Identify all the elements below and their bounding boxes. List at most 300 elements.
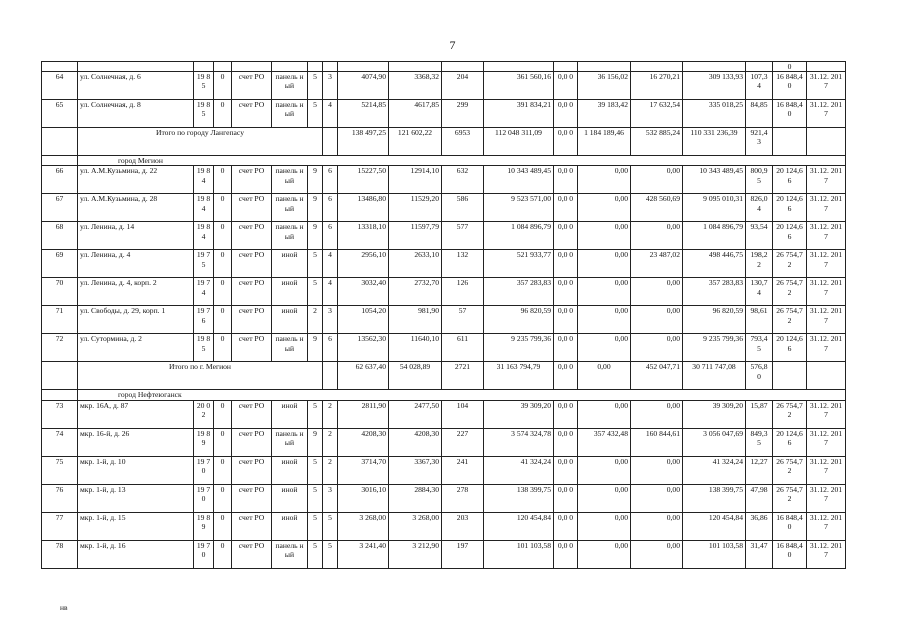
cost-federal: 0,0 0 (554, 166, 578, 194)
year-overhaul: 0 (214, 250, 232, 278)
cost-regional: 0,00 (578, 166, 631, 194)
residents: 611 (442, 334, 484, 362)
entrances: 4 (323, 100, 338, 128)
plan-date: 31.12. 2017 (807, 306, 846, 334)
address: ул. Ленина, д. 4, корп. 2 (78, 278, 194, 306)
wall-material: панель ный (272, 334, 308, 362)
cost-owners: 498 446,75 (683, 250, 746, 278)
entrances: 4 (323, 278, 338, 306)
table-row (42, 222, 846, 250)
row-number: 72 (42, 334, 78, 362)
residents: 204 (442, 72, 484, 100)
cost-total: 10 343 489,45 (484, 166, 554, 194)
row-number: 76 (42, 484, 78, 512)
build-year: 19 75 (194, 250, 214, 278)
cost-federal: 0,0 0 (554, 250, 578, 278)
address: ул. Сутормина, д. 2 (78, 334, 194, 362)
address: ул. Свободы, д. 29, корп. 1 (78, 306, 194, 334)
total-area: 3 241,40 (338, 540, 389, 568)
cost-total: 96 820,59 (484, 306, 554, 334)
max-unit-cost: 26 754,7 2 (773, 400, 807, 428)
fund-method: счет РО (232, 72, 272, 100)
cost-total: 9 523 571,00 (484, 194, 554, 222)
cost-regional: 1 184 189,46 (578, 128, 631, 156)
total-area: 5214,85 (338, 100, 389, 128)
section-city-name: город Нефтеюганск (78, 390, 846, 400)
residents: 2721 (442, 362, 484, 390)
table-row (42, 278, 846, 306)
build-year: 19 89 (194, 512, 214, 540)
unit-cost: 31,47 (746, 540, 773, 568)
table-row (42, 540, 846, 568)
cost-municipal: 0,00 (631, 512, 683, 540)
floors: 5 (308, 512, 323, 540)
cost-owners: 9 095 010,31 (683, 194, 746, 222)
wall-material: иной (272, 400, 308, 428)
cost-municipal: 0,00 (631, 400, 683, 428)
cost-municipal: 0,00 (631, 484, 683, 512)
housing-register-table (41, 61, 846, 569)
cost-municipal: 16 270,21 (631, 72, 683, 100)
fund-method: счет РО (232, 306, 272, 334)
cost-total: 41 324,24 (484, 456, 554, 484)
subtotal-label: Итого по городу Лангепасу (78, 128, 323, 156)
floors: 2 (308, 306, 323, 334)
empty-cell (323, 128, 338, 156)
living-area: 981,90 (389, 306, 442, 334)
build-year: 19 84 (194, 222, 214, 250)
fund-method: счет РО (232, 166, 272, 194)
cost-municipal: 160 844,61 (631, 428, 683, 456)
entrances: 6 (323, 334, 338, 362)
cost-regional: 0,00 (578, 222, 631, 250)
cost-regional: 36 156,02 (578, 72, 631, 100)
row-number: 69 (42, 250, 78, 278)
entrances: 3 (323, 484, 338, 512)
table-row (42, 334, 846, 362)
floors: 5 (308, 540, 323, 568)
cost-federal: 0,0 0 (554, 334, 578, 362)
residents: 299 (442, 100, 484, 128)
fund-method: счет РО (232, 250, 272, 278)
cost-owners: 120 454,84 (683, 512, 746, 540)
row-number: 73 (42, 400, 78, 428)
address: мкр. 1-й, д. 13 (78, 484, 194, 512)
total-area: 62 637,40 (338, 362, 389, 390)
cost-total: 138 399,75 (484, 484, 554, 512)
cost-municipal: 0,00 (631, 222, 683, 250)
cost-federal: 0,0 0 (554, 484, 578, 512)
max-unit-cost: 26 754,7 2 (773, 250, 807, 278)
cost-federal: 0,0 0 (554, 400, 578, 428)
cost-regional: 0,00 (578, 512, 631, 540)
entrances: 5 (323, 540, 338, 568)
floors: 9 (308, 428, 323, 456)
cost-municipal: 0,00 (631, 166, 683, 194)
living-area: 4208,30 (389, 428, 442, 456)
floors: 5 (308, 400, 323, 428)
row-number: 77 (42, 512, 78, 540)
living-area: 2884,30 (389, 484, 442, 512)
unit-cost: 47,98 (746, 484, 773, 512)
cost-total: 31 163 794,79 (484, 362, 554, 390)
cost-regional: 0,00 (578, 362, 631, 390)
table-row (42, 250, 846, 278)
address: ул. А.М.Кузьмина, д. 28 (78, 194, 194, 222)
cost-total: 101 103,58 (484, 540, 554, 568)
page-number: 7 (449, 38, 456, 52)
floors: 5 (308, 250, 323, 278)
cost-total: 1 084 896,79 (484, 222, 554, 250)
cost-owners: 357 283,83 (683, 278, 746, 306)
empty-cell (773, 128, 807, 156)
empty-cell (42, 390, 78, 400)
living-area: 2732,70 (389, 278, 442, 306)
cost-owners: 309 133,93 (683, 72, 746, 100)
row-number: 70 (42, 278, 78, 306)
table-row (42, 72, 846, 100)
cost-municipal: 428 560,69 (631, 194, 683, 222)
cost-owners: 101 103,58 (683, 540, 746, 568)
fund-method: счет РО (232, 194, 272, 222)
table-row (42, 166, 846, 194)
living-area: 2477,50 (389, 400, 442, 428)
plan-date: 31.12. 2017 (807, 512, 846, 540)
living-area: 121 602,22 (389, 128, 442, 156)
total-area: 2956,10 (338, 250, 389, 278)
plan-date: 31.12. 2017 (807, 334, 846, 362)
wall-material: панель ный (272, 166, 308, 194)
year-overhaul: 0 (214, 222, 232, 250)
residents: 241 (442, 456, 484, 484)
total-area: 13486,80 (338, 194, 389, 222)
max-unit-cost: 26 754,7 2 (773, 278, 807, 306)
unit-cost: 849,3 5 (746, 428, 773, 456)
total-area: 3032,40 (338, 278, 389, 306)
unit-cost: 198,2 2 (746, 250, 773, 278)
cost-owners: 30 711 747,08 (683, 362, 746, 390)
year-overhaul: 0 (214, 72, 232, 100)
subtotal-row (42, 128, 846, 156)
cost-federal: 0,0 0 (554, 512, 578, 540)
cost-federal: 0,0 0 (554, 306, 578, 334)
living-area: 11529,20 (389, 194, 442, 222)
cost-federal: 0,0 0 (554, 72, 578, 100)
unit-cost: 793,4 5 (746, 334, 773, 362)
residents: 203 (442, 512, 484, 540)
address: мкр. 16-й, д. 26 (78, 428, 194, 456)
empty-cell (807, 362, 846, 390)
cost-total: 112 048 311,09 (484, 128, 554, 156)
wall-material: иной (272, 484, 308, 512)
row-number: 71 (42, 306, 78, 334)
cost-municipal: 0,00 (631, 306, 683, 334)
living-area: 11597,79 (389, 222, 442, 250)
unit-cost: 98,61 (746, 306, 773, 334)
cost-federal: 0,0 0 (554, 128, 578, 156)
residents: 104 (442, 400, 484, 428)
section-header-row (42, 390, 846, 400)
residents: 6953 (442, 128, 484, 156)
plan-date: 31.12. 2017 (807, 100, 846, 128)
living-area: 3367,30 (389, 456, 442, 484)
cost-total: 9 235 799,36 (484, 334, 554, 362)
entrances: 4 (323, 250, 338, 278)
cost-regional: 0,00 (578, 250, 631, 278)
floors: 9 (308, 222, 323, 250)
floors: 5 (308, 484, 323, 512)
plan-date: 31.12. 2017 (807, 250, 846, 278)
wall-material: иной (272, 512, 308, 540)
year-overhaul: 0 (214, 306, 232, 334)
cost-federal: 0,0 0 (554, 100, 578, 128)
cost-total: 361 560,16 (484, 72, 554, 100)
cost-owners: 138 399,75 (683, 484, 746, 512)
address: ул. Ленина, д. 14 (78, 222, 194, 250)
build-year: 19 84 (194, 194, 214, 222)
floors: 5 (308, 72, 323, 100)
wall-material: панель ный (272, 72, 308, 100)
cost-regional: 0,00 (578, 306, 631, 334)
fund-method: счет РО (232, 540, 272, 568)
cost-owners: 39 309,20 (683, 400, 746, 428)
entrances: 3 (323, 72, 338, 100)
unit-cost: 826,0 4 (746, 194, 773, 222)
cost-municipal: 0,00 (631, 456, 683, 484)
entrances: 2 (323, 400, 338, 428)
floors: 9 (308, 334, 323, 362)
unit-cost: 84,85 (746, 100, 773, 128)
residents: 126 (442, 278, 484, 306)
subtotal-row (42, 362, 846, 390)
year-overhaul: 0 (214, 100, 232, 128)
max-unit-cost: 16 848,4 0 (773, 72, 807, 100)
fund-method: счет РО (232, 428, 272, 456)
wall-material: иной (272, 250, 308, 278)
unit-cost: 800,9 5 (746, 166, 773, 194)
living-area: 11640,10 (389, 334, 442, 362)
wall-material: иной (272, 278, 308, 306)
plan-date: 31.12. 2017 (807, 428, 846, 456)
cost-municipal: 23 487,02 (631, 250, 683, 278)
residents: 197 (442, 540, 484, 568)
fund-method: счет РО (232, 484, 272, 512)
cost-federal: 0,0 0 (554, 456, 578, 484)
cost-regional: 39 183,42 (578, 100, 631, 128)
build-year: 20 02 (194, 400, 214, 428)
cost-federal: 0,0 0 (554, 222, 578, 250)
cell-continued: 0 (773, 62, 807, 72)
cost-total: 357 283,83 (484, 278, 554, 306)
build-year: 19 74 (194, 278, 214, 306)
entrances: 2 (323, 456, 338, 484)
cost-municipal: 0,00 (631, 334, 683, 362)
max-unit-cost: 20 124,6 6 (773, 428, 807, 456)
cost-owners: 1 084 896,79 (683, 222, 746, 250)
plan-date: 31.12. 2017 (807, 194, 846, 222)
max-unit-cost: 20 124,6 6 (773, 222, 807, 250)
cost-regional: 0,00 (578, 456, 631, 484)
residents: 278 (442, 484, 484, 512)
wall-material: иной (272, 456, 308, 484)
build-year: 19 85 (194, 100, 214, 128)
plan-date: 31.12. 2017 (807, 72, 846, 100)
wall-material: панель ный (272, 428, 308, 456)
table-row-continued (42, 62, 846, 72)
max-unit-cost: 16 848,4 0 (773, 512, 807, 540)
wall-material: иной (272, 306, 308, 334)
fund-method: счет РО (232, 278, 272, 306)
max-unit-cost: 26 754,7 2 (773, 484, 807, 512)
fund-method: счет РО (232, 400, 272, 428)
empty-cell (773, 362, 807, 390)
cost-regional: 0,00 (578, 540, 631, 568)
empty-cell (323, 362, 338, 390)
address: ул. А.М.Кузьмина, д. 22 (78, 166, 194, 194)
plan-date: 31.12. 2017 (807, 400, 846, 428)
plan-date: 31.12. 2017 (807, 456, 846, 484)
max-unit-cost: 20 124,6 6 (773, 166, 807, 194)
build-year: 19 70 (194, 484, 214, 512)
cost-regional: 0,00 (578, 334, 631, 362)
total-area: 1054,20 (338, 306, 389, 334)
cost-regional: 0,00 (578, 484, 631, 512)
wall-material: панель ный (272, 222, 308, 250)
unit-cost: 107,3 4 (746, 72, 773, 100)
build-year: 19 76 (194, 306, 214, 334)
cost-total: 39 309,20 (484, 400, 554, 428)
cost-total: 3 574 324,78 (484, 428, 554, 456)
year-overhaul: 0 (214, 512, 232, 540)
year-overhaul: 0 (214, 400, 232, 428)
row-number: 66 (42, 166, 78, 194)
unit-cost: 921,4 3 (746, 128, 773, 156)
cost-owners: 3 056 047,69 (683, 428, 746, 456)
address: мкр. 1-й, д. 15 (78, 512, 194, 540)
cost-federal: 0,0 0 (554, 428, 578, 456)
max-unit-cost: 20 124,6 6 (773, 194, 807, 222)
cost-owners: 335 018,25 (683, 100, 746, 128)
year-overhaul: 0 (214, 278, 232, 306)
cost-owners: 10 343 489,45 (683, 166, 746, 194)
row-number: 74 (42, 428, 78, 456)
total-area: 138 497,25 (338, 128, 389, 156)
living-area: 54 028,89 (389, 362, 442, 390)
empty-cell (807, 128, 846, 156)
residents: 577 (442, 222, 484, 250)
entrances: 6 (323, 166, 338, 194)
unit-cost: 93,54 (746, 222, 773, 250)
cost-owners: 9 235 799,36 (683, 334, 746, 362)
floors: 9 (308, 166, 323, 194)
cost-owners: 96 820,59 (683, 306, 746, 334)
total-area: 15227,50 (338, 166, 389, 194)
row-number: 68 (42, 222, 78, 250)
unit-cost: 15,87 (746, 400, 773, 428)
plan-date: 31.12. 2017 (807, 166, 846, 194)
unit-cost: 130,7 4 (746, 278, 773, 306)
max-unit-cost: 26 754,7 2 (773, 456, 807, 484)
cost-federal: 0,0 0 (554, 278, 578, 306)
table-row (42, 456, 846, 484)
cost-regional: 357 432,48 (578, 428, 631, 456)
cost-federal: 0,0 0 (554, 194, 578, 222)
address: ул. Солнечная, д. 8 (78, 100, 194, 128)
table-row (42, 428, 846, 456)
unit-cost: 576,8 0 (746, 362, 773, 390)
build-year: 19 85 (194, 72, 214, 100)
cost-federal: 0,0 0 (554, 362, 578, 390)
wall-material: панель ный (272, 194, 308, 222)
plan-date: 31.12. 2017 (807, 540, 846, 568)
fund-method: счет РО (232, 222, 272, 250)
fund-method: счет РО (232, 100, 272, 128)
residents: 227 (442, 428, 484, 456)
table-row (42, 512, 846, 540)
max-unit-cost: 16 848,4 0 (773, 540, 807, 568)
entrances: 5 (323, 512, 338, 540)
address: ул. Солнечная, д. 6 (78, 72, 194, 100)
plan-date: 31.12. 2017 (807, 222, 846, 250)
section-city-name: город Мегион (78, 156, 846, 166)
cost-federal: 0,0 0 (554, 540, 578, 568)
living-area: 4617,85 (389, 100, 442, 128)
fund-method: счет РО (232, 456, 272, 484)
plan-date: 31.12. 2017 (807, 278, 846, 306)
entrances: 6 (323, 194, 338, 222)
subtotal-label: Итого по г. Мегион (78, 362, 323, 390)
address: мкр. 1-й, д. 10 (78, 456, 194, 484)
living-area: 3 212,90 (389, 540, 442, 568)
cost-municipal: 452 047,71 (631, 362, 683, 390)
build-year: 19 70 (194, 456, 214, 484)
max-unit-cost: 16 848,4 0 (773, 100, 807, 128)
total-area: 3016,10 (338, 484, 389, 512)
build-year: 19 89 (194, 428, 214, 456)
residents: 57 (442, 306, 484, 334)
cost-regional: 0,00 (578, 194, 631, 222)
cost-municipal: 0,00 (631, 540, 683, 568)
floors: 5 (308, 100, 323, 128)
empty-cell (42, 156, 78, 166)
row-number: 78 (42, 540, 78, 568)
total-area: 13318,10 (338, 222, 389, 250)
build-year: 19 70 (194, 540, 214, 568)
row-number: 75 (42, 456, 78, 484)
row-number: 64 (42, 72, 78, 100)
cost-total: 120 454,84 (484, 512, 554, 540)
empty-cell (42, 128, 78, 156)
total-area: 4074,90 (338, 72, 389, 100)
row-number: 65 (42, 100, 78, 128)
page-footer-mark: нв (60, 603, 68, 612)
table-row (42, 484, 846, 512)
cost-regional: 0,00 (578, 278, 631, 306)
unit-cost: 12,27 (746, 456, 773, 484)
residents: 132 (442, 250, 484, 278)
floors: 5 (308, 278, 323, 306)
year-overhaul: 0 (214, 334, 232, 362)
living-area: 2633,10 (389, 250, 442, 278)
table-row (42, 400, 846, 428)
cost-municipal: 17 632,54 (631, 100, 683, 128)
build-year: 19 84 (194, 166, 214, 194)
cost-owners: 110 331 236,39 (683, 128, 746, 156)
cost-total: 521 933,77 (484, 250, 554, 278)
year-overhaul: 0 (214, 428, 232, 456)
total-area: 13562,30 (338, 334, 389, 362)
max-unit-cost: 26 754,7 2 (773, 306, 807, 334)
